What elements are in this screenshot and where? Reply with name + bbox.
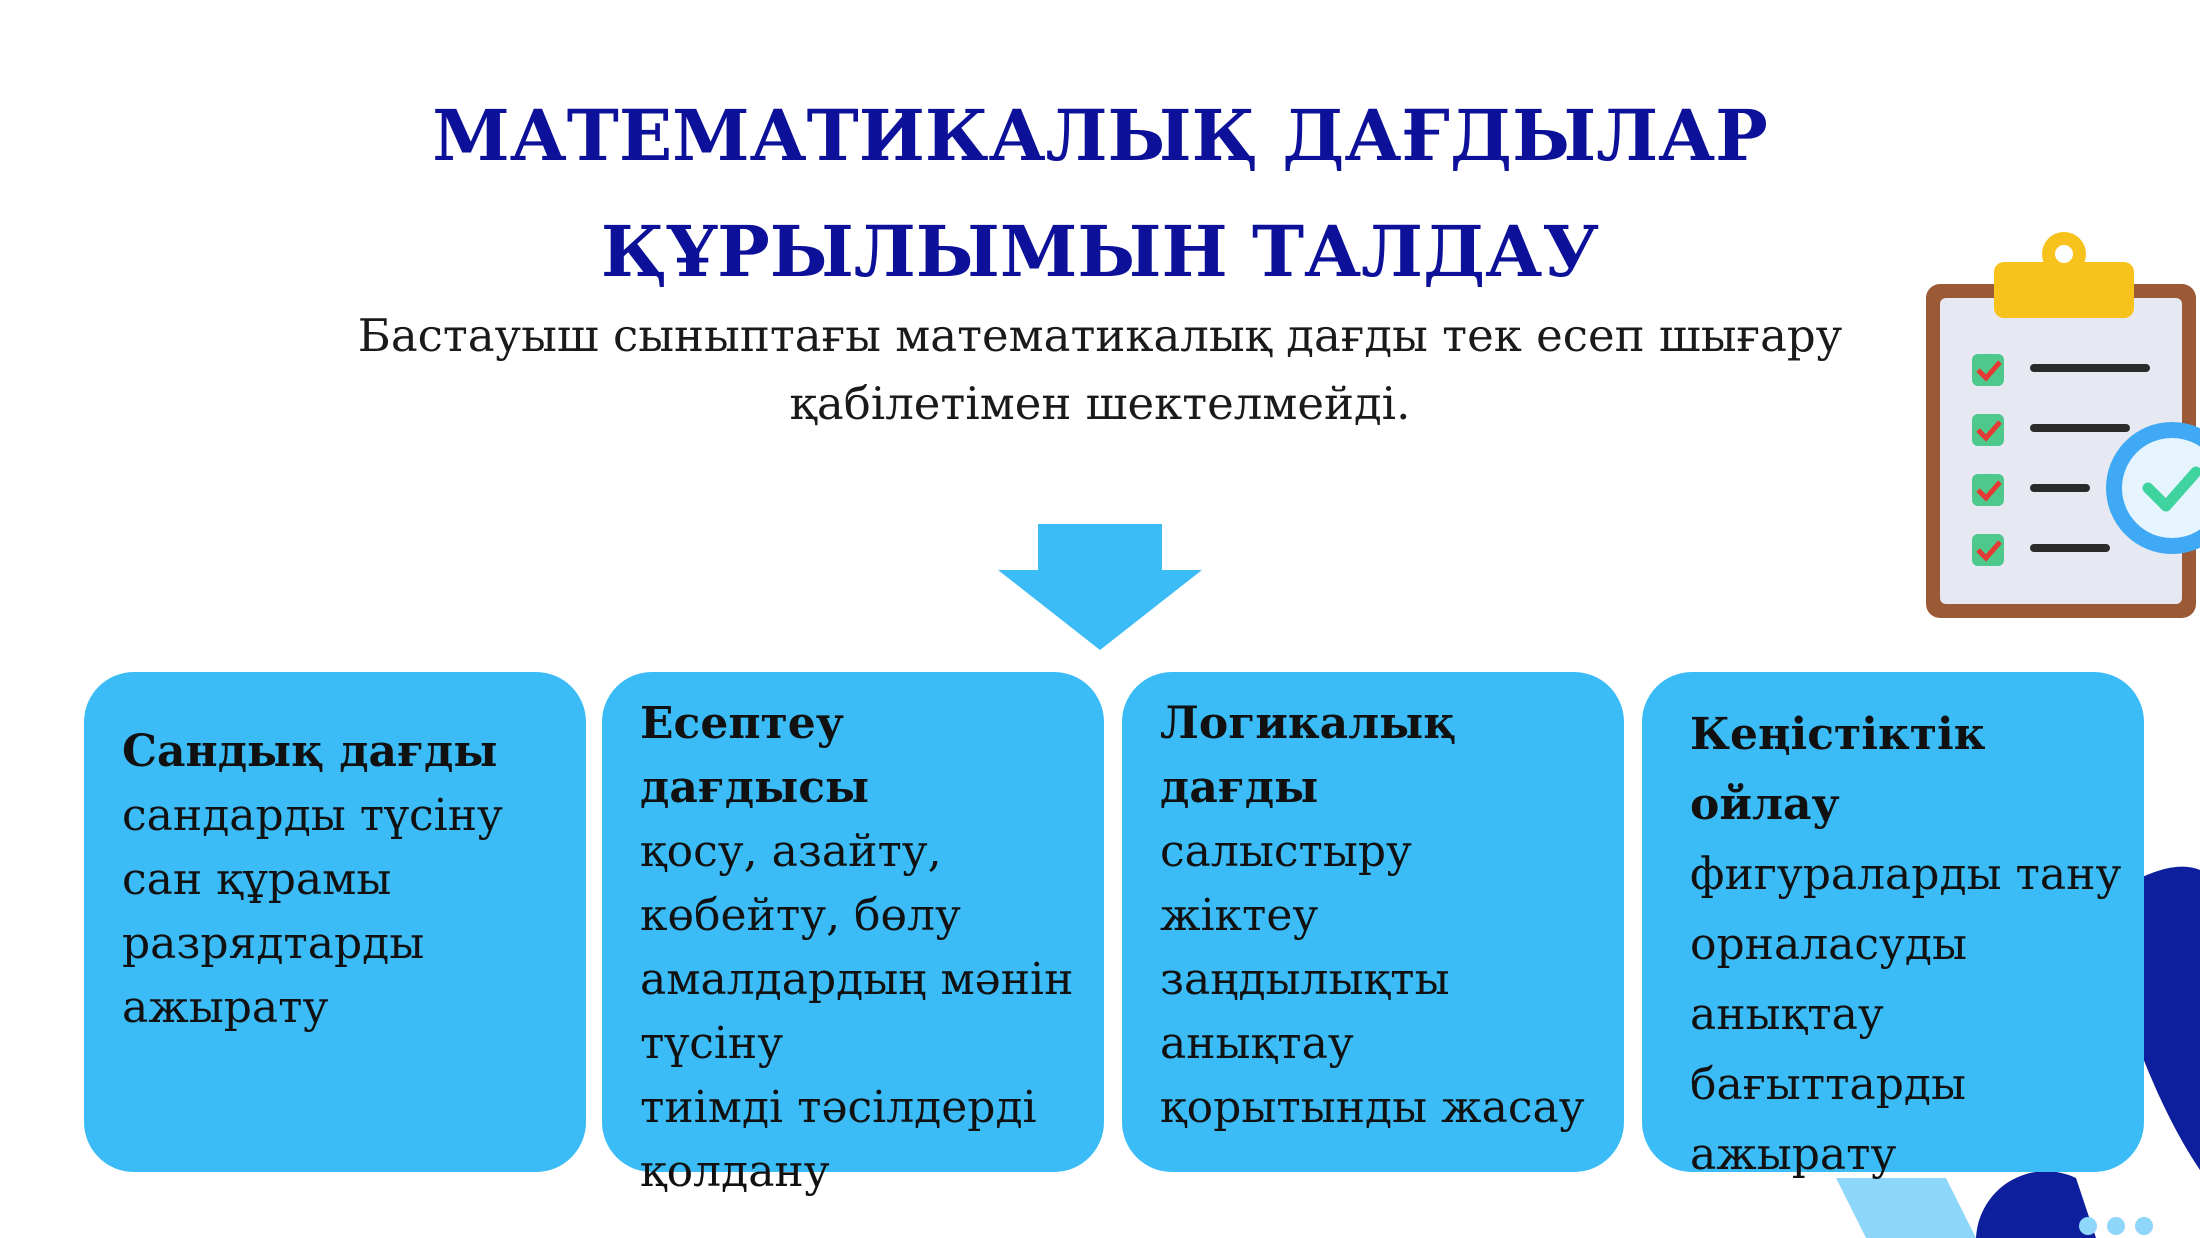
list-item: қорытынды жасау (1160, 1082, 1585, 1133)
card-title: Сандық дағды (122, 726, 498, 777)
list-item: заңдылықты (1160, 954, 1450, 1005)
list-item: орналасуды (1690, 919, 1968, 970)
card-title-line-1: Логикалық (1160, 698, 1457, 749)
card-numeric-skill (84, 672, 586, 1172)
card-title: Кеңістіктік ойлау (1690, 709, 1986, 830)
subtitle-line-2: қабілетімен шектелмейді. (789, 377, 1411, 430)
list-item: қолдану (640, 1146, 830, 1197)
list-item: амалдардың мәнін (640, 954, 1074, 1005)
list-item: түсіну (640, 1018, 784, 1069)
title-line-2: ҚҰРЫЛЫМЫН ТАЛДАУ (600, 210, 1600, 293)
list-item: салыстыру (1160, 826, 1412, 877)
list-item: анықтау (1160, 1018, 1354, 1069)
card-computation-skill (602, 672, 1104, 1197)
clipboard-checklist-icon (1926, 226, 2200, 622)
list-item: тиімді тәсілдерді (640, 1082, 1037, 1133)
list-item: разрядтарды (122, 918, 425, 969)
card-list (122, 784, 548, 1040)
subtitle-line-1: Бастауыш сыныптағы математикалық дағды тек есеп шығару (357, 309, 1843, 362)
card-list (1160, 820, 1586, 1140)
card-spatial-thinking (1642, 672, 2144, 1180)
card-title (1160, 692, 1586, 820)
list-item: көбейту, бөлу (640, 890, 961, 941)
card-title: Есептеу дағдысы (640, 698, 870, 813)
page-title (0, 78, 2200, 310)
card-title-line-2: дағды (1160, 762, 1319, 813)
card-logical-skill (1122, 672, 1624, 1172)
list-item: ажырату (122, 982, 329, 1033)
card-list (640, 820, 1074, 1204)
list-item: анықтау (1690, 989, 1884, 1040)
list-item: фигураларды тану (1690, 849, 2122, 900)
list-item: қосу, азайту, (640, 826, 942, 877)
list-item: сан құрамы (122, 854, 392, 905)
title-line-1: МАТЕМАТИКАЛЫҚ ДАҒДЫЛАР (432, 94, 1768, 177)
list-item: сандарды түсіну (122, 790, 503, 841)
list-item: ажырату (1690, 1129, 1897, 1180)
subtitle (300, 302, 1900, 438)
card-list (1690, 840, 2134, 1190)
down-arrow-icon (998, 524, 1202, 650)
list-item: бағыттарды (1690, 1059, 1966, 1110)
list-item: жіктеу (1160, 890, 1319, 941)
